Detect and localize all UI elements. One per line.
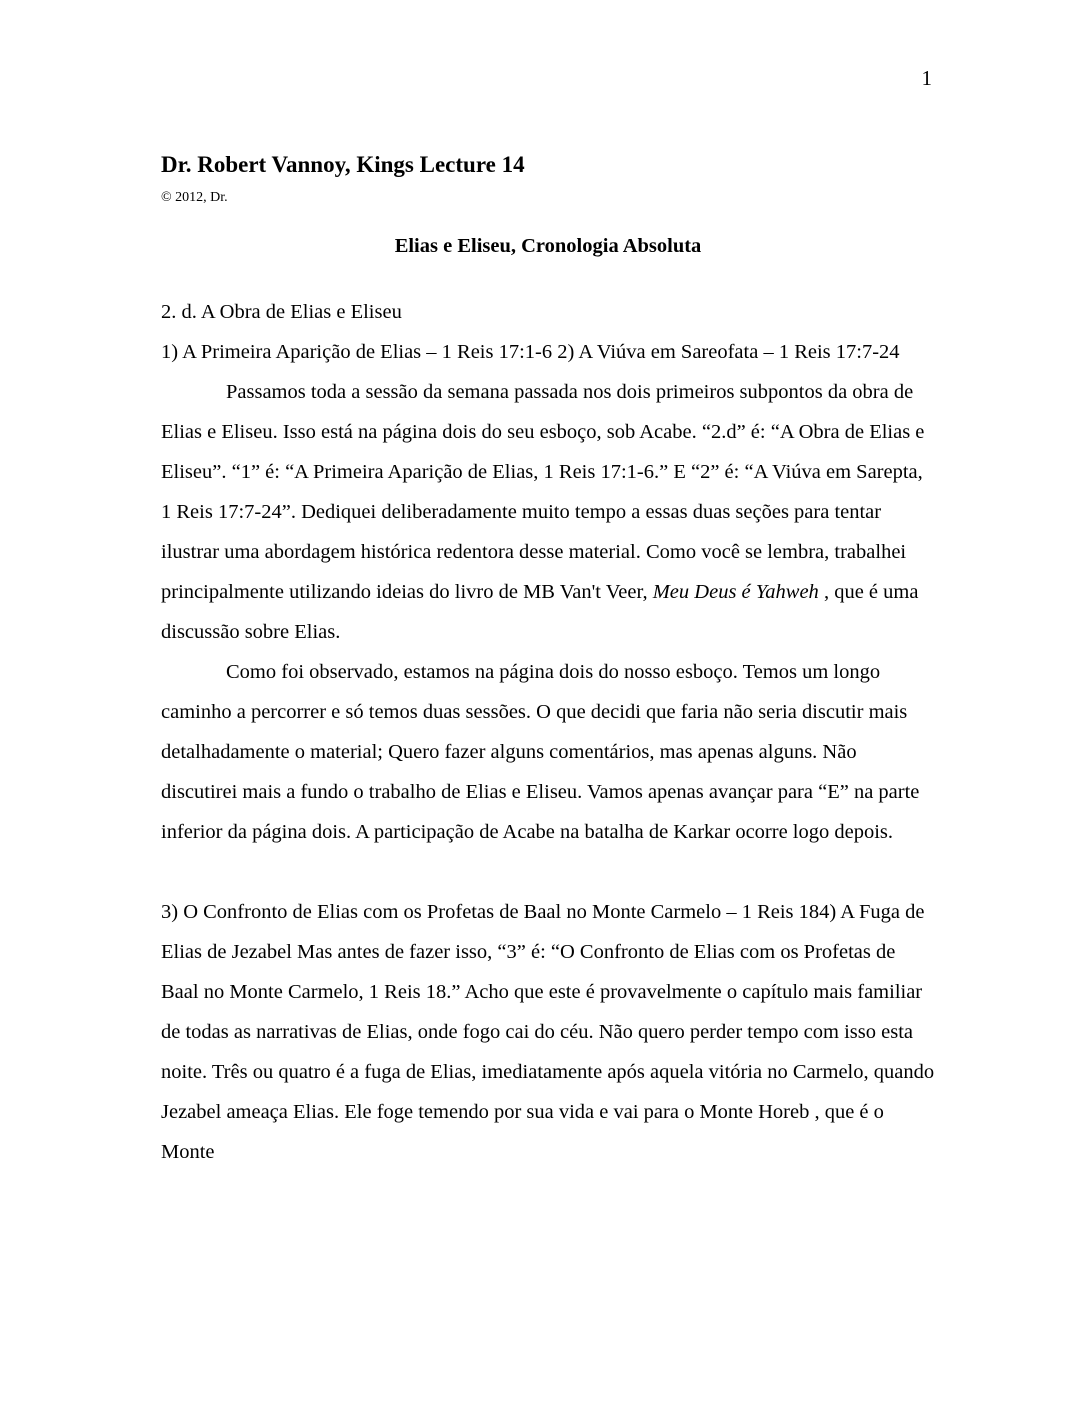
paragraph-3: 3) O Confronto de Elias com os Profetas de Baal no Monte Carmelo – 1 Reis 184) A Fuga de Elias de Jezabel Mas antes de fazer isso, “3” é: “O Confronto de Elias com os Profetas de Baal no Monte Carmelo, 1 Reis 18.” Acho que este é provavelmente o capítulo mais familiar de todas as narrativas de Elias, onde fogo cai do céu. Não quero perder tempo com isso esta noite. Três ou quatro é a fuga de Elias, imediatamente após aquela vitória no Carmelo, quando Jezabel ameaça Elias. Ele foge temendo por sua vida e vai para o Monte Horeb , que é o Monte — [161, 901, 935, 1163]
section-heading: 2. d. A Obra de Elias e Eliseu — [161, 301, 402, 323]
copyright-line: © 2012, Dr. — [161, 190, 228, 205]
book-title: Meu Deus é Yahweh — [652, 581, 819, 603]
paragraph-1 — [161, 372, 935, 652]
document-body — [161, 148, 935, 1172]
document-title: Dr. Robert Vannoy, Kings Lecture 14 — [161, 152, 525, 177]
paragraph-1-text: Passamos toda a sessão da semana passada nos dois primeiros subpontos da obra de Elias e Eliseu. Isso está na página dois do seu esboço, sob Acabe. “2.d” é: “A Obra de Elias e Eliseu”. “1” é: “A Primeira Aparição de Elias, 1 Reis 17:1-6.” E “2” é: “A Viúva em Sarepta, 1 Reis 17:7-24”. Dediquei deliberadamente muito tempo a essas duas seções para tentar ilustrar uma abordagem histórica redentora desse material. Como você se lembra, trabalhei principalmente utilizando ideias do livro de MB Van't Veer, — [161, 381, 925, 603]
lecture-subtitle: Elias e Eliseu, Cronologia Absoluta — [394, 235, 702, 257]
subpoints-line: 1) A Primeira Aparição de Elias – 1 Reis 17:1-6 2) A Viúva em Sareofata – 1 Reis 17:7-24 — [161, 341, 900, 363]
paragraph-1-tail: , que é uma discussão sobre Elias. — [161, 581, 919, 643]
paragraph-2: Como foi observado, estamos na página dois do nosso esboço. Temos um longo caminho a percorrer e só temos duas sessões. O que decidi que faria não seria discutir mais detalhadamente o material; Quero fazer alguns comentários, mas apenas alguns. Não discutirei mais a fundo o trabalho de Elias e Eliseu. Vamos apenas avançar para “E” na parte inferior da página dois. A participação de Acabe na batalha de Karkar ocorre logo depois. — [161, 661, 920, 843]
page-number: 1 — [921, 66, 932, 90]
